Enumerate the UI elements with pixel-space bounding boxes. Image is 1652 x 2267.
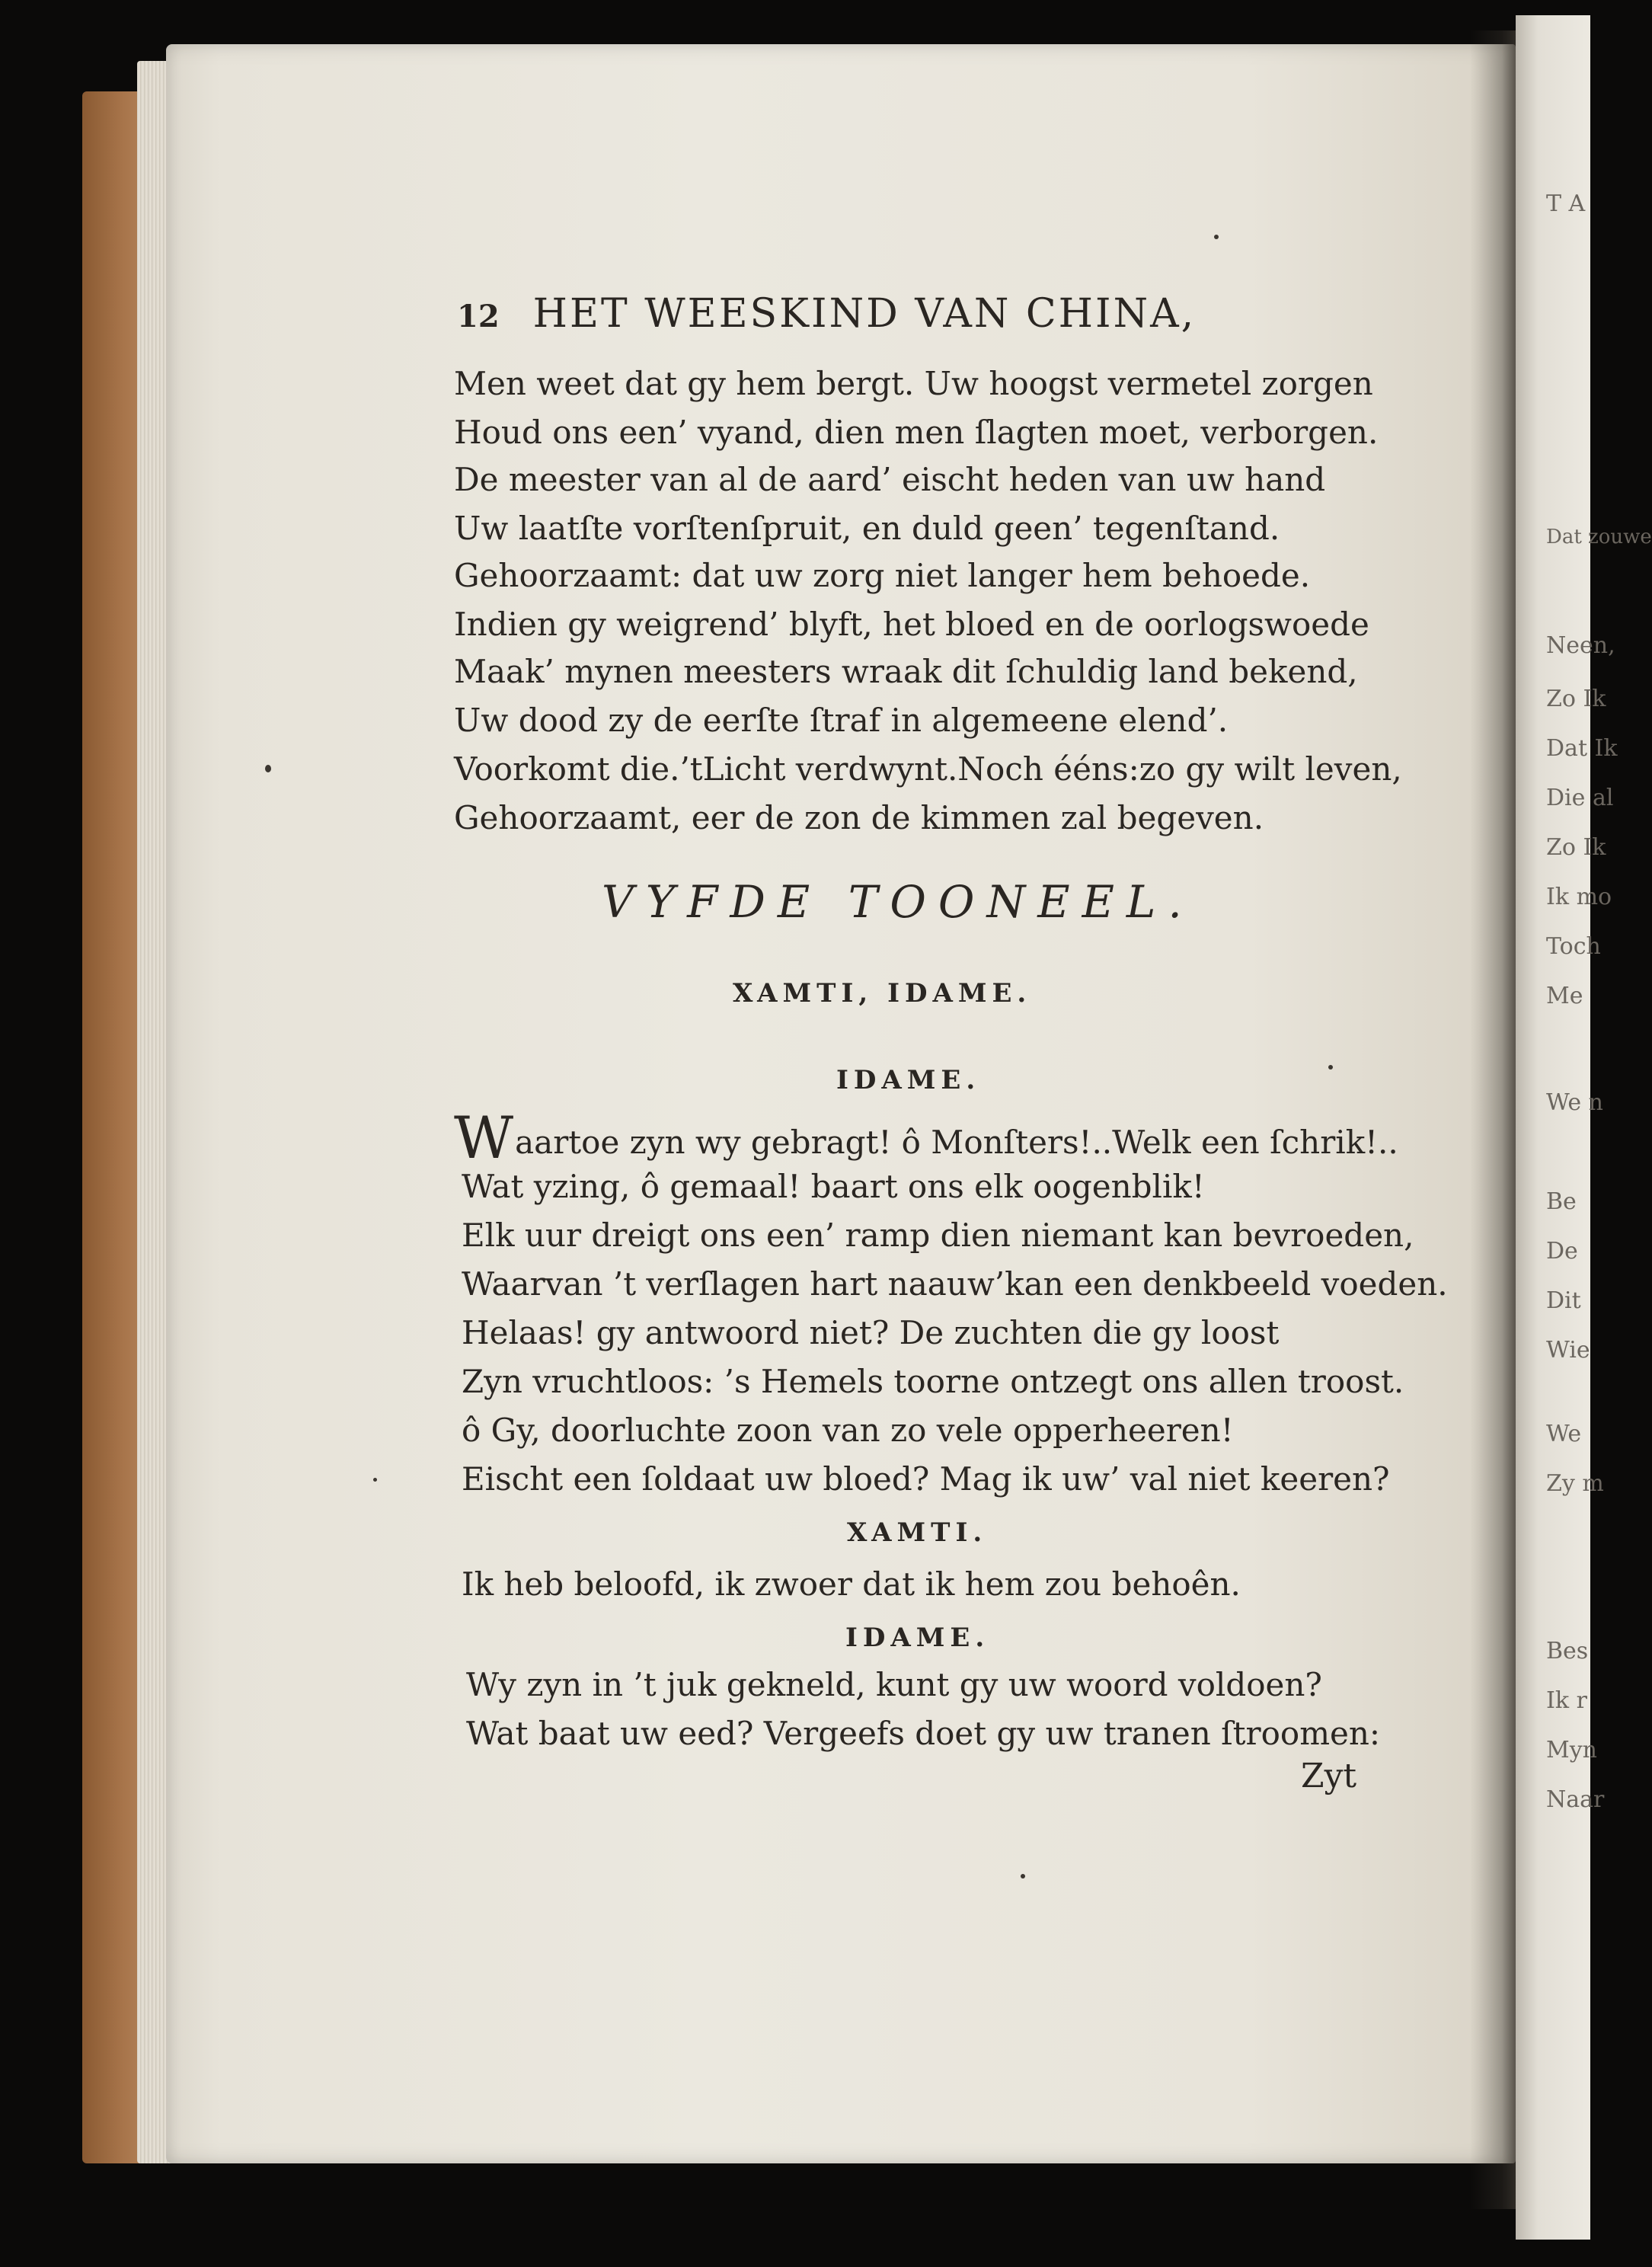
facing-page-fragment: Be	[1546, 1188, 1577, 1215]
verse-line: De meester van al de aard’ eischt heden van uw hand	[454, 461, 1326, 498]
verse-line: Wy zyn in ’t juk gekneld, kunt gy uw woord voldoen?	[466, 1666, 1322, 1703]
verse-line: Houd ons een’ vyand, dien men ſlagten moet, verborgen.	[454, 414, 1379, 451]
running-head	[457, 291, 1264, 337]
facing-page-fragment: Me	[1546, 983, 1583, 1009]
ink-speck	[1214, 235, 1219, 239]
ink-speck	[373, 1478, 377, 1482]
facing-page-fragment: Naar	[1546, 1786, 1605, 1813]
facing-page-fragment: Zo Ik	[1546, 834, 1606, 861]
verse-line: Wat baat uw eed? Vergeefs doet gy uw tranen ſtroomen:	[466, 1715, 1381, 1752]
facing-page-fragment: De	[1546, 1238, 1578, 1265]
speaker-name: IDAME.	[836, 1065, 981, 1095]
ink-speck	[1021, 1874, 1025, 1879]
verse-line: Uw dood zy de eerſte ſtraf in algemeene elend’.	[454, 702, 1229, 739]
facing-page-fragment: Die al	[1546, 785, 1614, 811]
verse-line	[454, 1104, 1398, 1172]
verse-line: Uw laatſte vorſtenſpruit, en duld geen’ tegenſtand.	[454, 510, 1280, 547]
facing-page-fragment: Ik r	[1546, 1687, 1587, 1714]
verse-line: Voorkomt die.’tLicht verdwynt.Noch ééns:zo gy wilt leven,	[454, 750, 1402, 788]
verse-line: Helaas! gy antwoord niet? De zuchten die gy loost	[462, 1314, 1280, 1351]
drop-cap: W	[454, 1104, 514, 1172]
verse-line: Waarvan ’t verſlagen hart naauw’kan een denkbeeld voeden.	[462, 1265, 1448, 1303]
facing-page-fragment: Zo Ik	[1546, 686, 1606, 712]
facing-page-fragment: We	[1546, 1421, 1582, 1447]
speaker-name: XAMTI.	[847, 1517, 988, 1548]
facing-page-fragment: Ik mo	[1546, 884, 1612, 910]
running-title: HET WEESKIND VAN CHINA,	[532, 291, 1197, 337]
facing-page-fragment: T A	[1546, 190, 1586, 217]
verse-line: Wat yzing, ô gemaal! baart ons elk oogenblik!	[462, 1168, 1205, 1205]
verse-line: Maak’ mynen meesters wraak dit ſchuldig land bekend,	[454, 653, 1358, 690]
catchword: Zyt	[1301, 1757, 1357, 1795]
facing-page	[1516, 15, 1590, 2240]
ink-speck	[265, 765, 271, 772]
facing-page-fragment: Neen,	[1546, 632, 1615, 659]
verse-line: Gehoorzaamt, eer de zon de kimmen zal begeven.	[454, 799, 1264, 836]
facing-page-fragment: Bes	[1546, 1638, 1589, 1664]
scene-characters: XAMTI, IDAME.	[733, 978, 1032, 1009]
verse-line: Elk uur dreigt ons een’ ramp dien niemant kan bevroeden,	[462, 1217, 1414, 1254]
verse-line: Gehoorzaamt: dat uw zorg niet langer hem behoede.	[454, 557, 1311, 594]
facing-page-fragment: Myn	[1546, 1737, 1597, 1763]
verse-line-text: aartoe zyn wy gebragt! ô Monſters!..Welk een ſchrik!..	[515, 1124, 1398, 1161]
page-number: 12	[457, 299, 500, 334]
facing-page-fragment: We n	[1546, 1089, 1603, 1116]
facing-page-fragment: Dit	[1546, 1287, 1581, 1314]
verse-line: Men weet dat gy hem bergt. Uw hoogst vermetel zorgen	[454, 365, 1373, 402]
ink-speck	[1328, 1065, 1333, 1070]
speaker-name: IDAME.	[845, 1623, 990, 1653]
verse-line: Zyn vruchtloos: ’s Hemels toorne ontzegt ons allen troost.	[462, 1363, 1404, 1400]
facing-page-fragment: Dat zouwe	[1546, 526, 1652, 548]
verse-line: Indien gy weigrend’ blyft, het bloed en de oorlogswoede	[454, 606, 1369, 643]
facing-page-fragment: Toch	[1546, 933, 1601, 960]
facing-page-fragment: Wie	[1546, 1337, 1590, 1364]
facing-page-fragment: Dat Ik	[1546, 735, 1618, 762]
verse-line: Eischt een ſoldaat uw bloed? Mag ik uw’ val niet keeren?	[462, 1460, 1390, 1498]
scene-heading: VYFDE TOONEEL.	[602, 876, 1194, 928]
verse-line: Ik heb beloofd, ik zwoer dat ik hem zou behoên.	[462, 1565, 1241, 1603]
facing-page-fragment: Zy m	[1546, 1470, 1604, 1497]
verse-line: ô Gy, doorluchte zoon van zo vele opperheeren!	[462, 1412, 1234, 1449]
